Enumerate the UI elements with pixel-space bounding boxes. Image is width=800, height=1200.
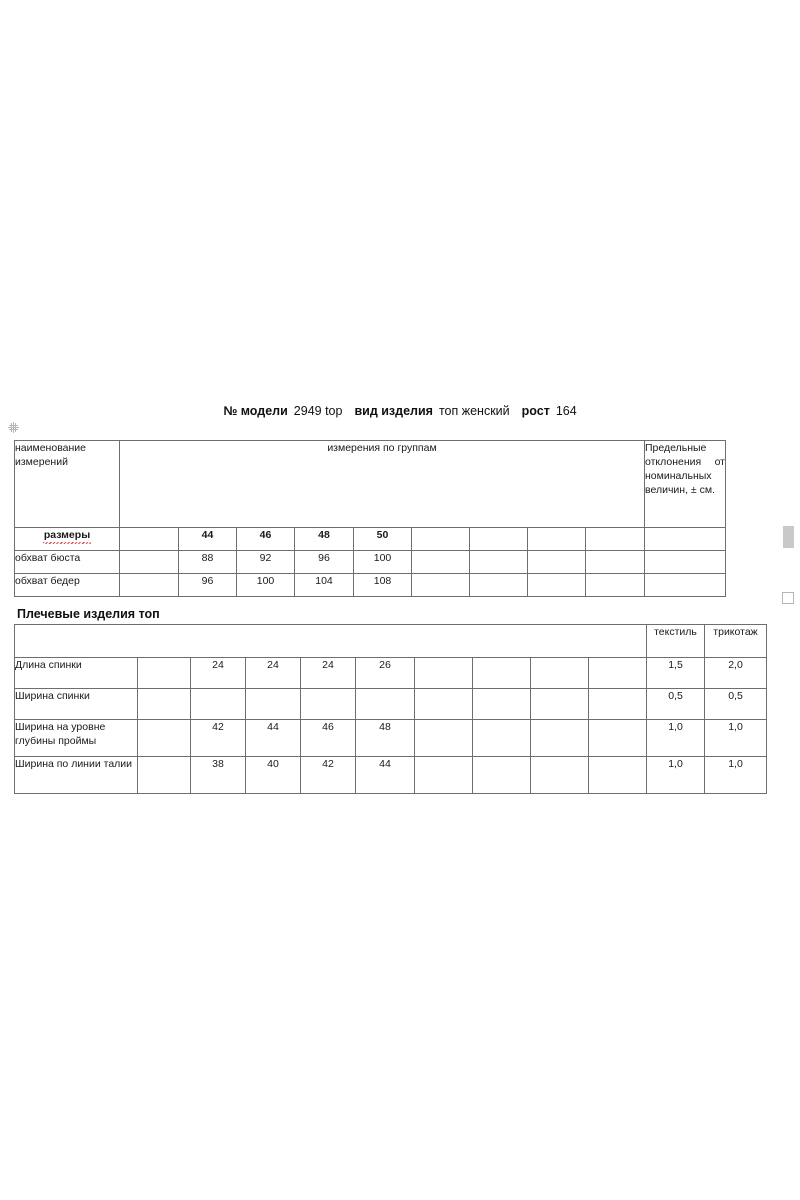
resize-marker[interactable] (783, 526, 794, 548)
move-icon-bar (15, 423, 16, 432)
data-cell[interactable] (473, 720, 531, 757)
knitwear-tolerance-cell[interactable]: 1,0 (705, 757, 767, 794)
move-icon-bar (8, 427, 19, 428)
table-row[interactable] (15, 689, 767, 720)
document-title (0, 403, 800, 419)
data-cell[interactable] (531, 658, 589, 689)
data-cell[interactable] (531, 757, 589, 794)
data-cell[interactable]: 24 (301, 658, 356, 689)
data-cell[interactable] (412, 551, 470, 574)
data-cell[interactable]: 24 (246, 658, 301, 689)
data-cell[interactable] (246, 689, 301, 720)
table-row[interactable] (15, 658, 767, 689)
row-label: Длина спинки (15, 658, 138, 689)
knitwear-tolerance-cell[interactable]: 1,0 (705, 720, 767, 757)
row-label: обхват бедер (15, 574, 120, 597)
sizes-cell[interactable] (120, 528, 179, 551)
data-cell[interactable] (415, 658, 473, 689)
row-label: Ширина по линии талии (15, 757, 138, 794)
data-cell[interactable]: 96 (179, 574, 237, 597)
textile-tolerance-cell[interactable]: 1,0 (647, 720, 705, 757)
data-cell[interactable] (191, 689, 246, 720)
product-value: топ женский (438, 404, 510, 418)
sizes-cell[interactable]: 50 (354, 528, 412, 551)
data-cell[interactable] (415, 757, 473, 794)
sizes-row-label: размеры (15, 528, 120, 551)
sizes-cell[interactable] (528, 528, 586, 551)
header-textile: текстиль (647, 625, 705, 658)
height-label: рост (521, 404, 550, 418)
move-icon-bar (9, 425, 18, 426)
sizes-cell[interactable] (412, 528, 470, 551)
data-cell[interactable] (589, 757, 647, 794)
data-cell[interactable] (528, 551, 586, 574)
data-cell[interactable]: 46 (301, 720, 356, 757)
data-cell[interactable]: 96 (295, 551, 354, 574)
header-name-column: наименование измерений (15, 441, 120, 528)
data-cell[interactable]: 88 (179, 551, 237, 574)
data-cell[interactable] (415, 689, 473, 720)
data-cell[interactable]: 44 (246, 720, 301, 757)
knitwear-tolerance-cell[interactable]: 2,0 (705, 658, 767, 689)
product-label: вид изделия (354, 404, 433, 418)
table-row[interactable] (15, 551, 726, 574)
header-blank-span (15, 625, 647, 658)
data-cell[interactable] (473, 757, 531, 794)
corner-resize-handle[interactable] (782, 592, 794, 604)
data-cell[interactable]: 26 (356, 658, 415, 689)
model-label: № модели (223, 404, 288, 418)
data-cell[interactable]: 108 (354, 574, 412, 597)
row-label: Ширина спинки (15, 689, 138, 720)
header-groups-column: измерения по группам (120, 441, 645, 528)
data-cell[interactable] (470, 551, 528, 574)
textile-tolerance-cell[interactable]: 1,0 (647, 757, 705, 794)
data-cell[interactable] (470, 574, 528, 597)
sizes-cell[interactable]: 48 (295, 528, 354, 551)
data-cell[interactable]: 92 (237, 551, 295, 574)
move-crosshair-icon[interactable] (8, 422, 19, 433)
data-cell[interactable] (138, 689, 191, 720)
data-cell[interactable] (589, 658, 647, 689)
data-cell[interactable] (531, 720, 589, 757)
data-cell[interactable]: 104 (295, 574, 354, 597)
header-knitwear: трикотаж (705, 625, 767, 658)
data-cell[interactable] (356, 689, 415, 720)
data-cell[interactable] (412, 574, 470, 597)
table-header-row (15, 441, 726, 528)
data-cell[interactable] (138, 658, 191, 689)
data-cell[interactable]: 100 (354, 551, 412, 574)
data-cell[interactable]: 40 (246, 757, 301, 794)
data-cell[interactable] (531, 689, 589, 720)
data-cell[interactable]: 100 (237, 574, 295, 597)
sizes-row[interactable] (15, 528, 726, 551)
data-cell[interactable]: 44 (356, 757, 415, 794)
table-row[interactable] (15, 574, 726, 597)
data-cell[interactable] (138, 757, 191, 794)
data-cell[interactable]: 48 (356, 720, 415, 757)
move-icon-bar (9, 429, 18, 430)
row-label: обхват бюста (15, 551, 120, 574)
sizes-cell[interactable] (470, 528, 528, 551)
sizes-cell[interactable]: 46 (237, 528, 295, 551)
sizes-cell[interactable]: 44 (179, 528, 237, 551)
model-value: 2949 top (293, 404, 343, 418)
data-cell[interactable]: 42 (191, 720, 246, 757)
textile-tolerance-cell[interactable]: 1,5 (647, 658, 705, 689)
row-label: Ширина на уровне глубины проймы (15, 720, 138, 757)
data-cell[interactable] (120, 574, 179, 597)
header-tolerance-column: Предельные отклонения от номинальных величин, ± см. (645, 441, 726, 528)
data-cell[interactable] (120, 551, 179, 574)
table-row[interactable] (15, 720, 767, 757)
data-cell[interactable] (473, 689, 531, 720)
table-header-row (15, 625, 767, 658)
measurements-table[interactable] (14, 440, 726, 597)
data-cell[interactable] (473, 658, 531, 689)
data-cell[interactable]: 42 (301, 757, 356, 794)
data-cell[interactable] (301, 689, 356, 720)
data-cell[interactable]: 38 (191, 757, 246, 794)
sizes-cell[interactable] (586, 528, 645, 551)
tolerance-cell[interactable] (645, 551, 726, 574)
data-cell[interactable] (586, 551, 645, 574)
shoulder-garments-table[interactable] (14, 624, 767, 794)
table-row[interactable] (15, 757, 767, 794)
tolerance-cell[interactable] (645, 574, 726, 597)
height-value: 164 (555, 404, 577, 418)
data-cell[interactable] (415, 720, 473, 757)
textile-tolerance-cell[interactable]: 0,5 (647, 689, 705, 720)
data-cell[interactable] (586, 574, 645, 597)
knitwear-tolerance-cell[interactable]: 0,5 (705, 689, 767, 720)
data-cell[interactable] (138, 720, 191, 757)
data-cell[interactable]: 24 (191, 658, 246, 689)
data-cell[interactable] (589, 720, 647, 757)
section-caption: Плечевые изделия топ (17, 607, 160, 621)
data-cell[interactable] (528, 574, 586, 597)
data-cell[interactable] (589, 689, 647, 720)
sizes-tolerance-cell[interactable] (645, 528, 726, 551)
